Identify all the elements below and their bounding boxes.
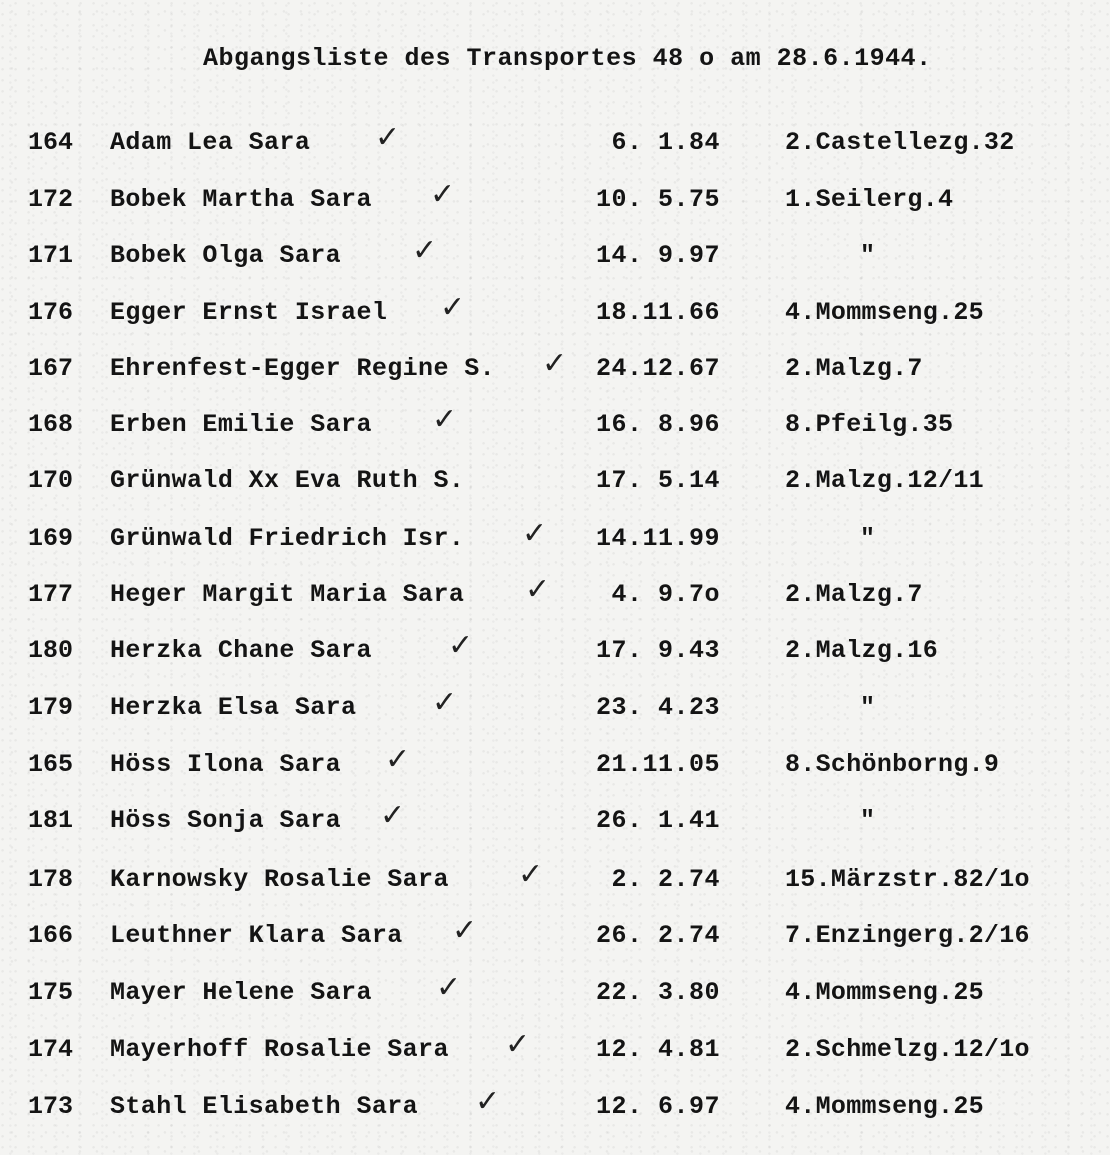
list-row: [0, 970, 1110, 1018]
person-name: Stahl Elisabeth Sara: [110, 1092, 419, 1121]
checkmark-icon: ✓: [385, 742, 411, 777]
person-name: Bobek Olga Sara: [110, 241, 342, 270]
list-row: [0, 402, 1110, 450]
birth-date: 17. 9.43: [595, 636, 720, 665]
address: 4.Mommseng.25: [785, 298, 984, 327]
row-number: 169: [28, 524, 74, 553]
address: 1.Seilerg.4: [785, 185, 954, 214]
person-name: Egger Ernst Israel: [110, 298, 388, 327]
person-name: Mayerhoff Rosalie Sara: [110, 1035, 449, 1064]
birth-date: 10. 5.75: [595, 185, 720, 214]
document-title: Abgangsliste des Transportes 48 o am 28.6.1944.: [203, 44, 932, 73]
birth-date: 12. 4.81: [595, 1035, 720, 1064]
row-number: 172: [28, 185, 74, 214]
address: 2.Malzg.7: [785, 354, 923, 383]
row-number: 173: [28, 1092, 74, 1121]
address: 8.Schönborng.9: [785, 750, 1000, 779]
checkmark-icon: ✓: [380, 798, 406, 833]
birth-date: 26. 1.41: [595, 806, 720, 835]
person-name: Höss Ilona Sara: [110, 750, 342, 779]
checkmark-icon: ✓: [448, 628, 474, 663]
birth-date: 16. 8.96: [595, 410, 720, 439]
list-row: [0, 466, 1110, 506]
list-row: [0, 742, 1110, 790]
person-name: Bobek Martha Sara: [110, 185, 372, 214]
row-number: 168: [28, 410, 74, 439]
birth-date: 17. 5.14: [595, 466, 720, 495]
person-name: Erben Emilie Sara: [110, 410, 372, 439]
birth-date: 22. 3.80: [595, 978, 720, 1007]
checkmark-icon: ✓: [432, 685, 458, 720]
checkmark-icon: ✓: [440, 290, 466, 325]
ditto-mark: ": [860, 806, 876, 835]
checkmark-icon: ✓: [475, 1084, 501, 1119]
address: 2.Malzg.12/11: [785, 466, 984, 495]
birth-date: 14.11.99: [595, 524, 720, 553]
checkmark-icon: ✓: [505, 1027, 531, 1062]
row-number: 167: [28, 354, 74, 383]
address: 2.Malzg.16: [785, 636, 939, 665]
list-row: [0, 857, 1110, 905]
row-number: 175: [28, 978, 74, 1007]
checkmark-icon: ✓: [522, 516, 548, 551]
row-number: 164: [28, 128, 74, 157]
person-name: Höss Sonja Sara: [110, 806, 342, 835]
checkmark-icon: ✓: [430, 177, 456, 212]
row-number: 170: [28, 466, 74, 495]
list-row: [0, 685, 1110, 733]
ditto-mark: ": [860, 241, 876, 270]
person-name: Adam Lea Sara: [110, 128, 311, 157]
list-row: [0, 798, 1110, 846]
checkmark-icon: ✓: [432, 402, 458, 437]
row-number: 178: [28, 865, 74, 894]
list-row: [0, 290, 1110, 338]
address: 2.Schmelzg.12/1o: [785, 1035, 1030, 1064]
row-number: 181: [28, 806, 74, 835]
birth-date: 12. 6.97: [595, 1092, 720, 1121]
checkmark-icon: ✓: [412, 233, 438, 268]
ditto-mark: ": [860, 693, 876, 722]
birth-date: 24.12.67: [595, 354, 720, 383]
checkmark-icon: ✓: [436, 970, 462, 1005]
list-row: [0, 1027, 1110, 1075]
address: 4.Mommseng.25: [785, 978, 984, 1007]
row-number: 166: [28, 921, 74, 950]
address: 15.Märzstr.82/1o: [785, 865, 1030, 894]
address: 2.Castellezg.32: [785, 128, 1015, 157]
list-row: [0, 913, 1110, 961]
person-name: Heger Margit Maria Sara: [110, 580, 465, 609]
person-name: Karnowsky Rosalie Sara: [110, 865, 449, 894]
birth-date: 26. 2.74: [595, 921, 720, 950]
birth-date: 23. 4.23: [595, 693, 720, 722]
person-name: Grünwald Friedrich Isr.: [110, 524, 465, 553]
birth-date: 6. 1.84: [611, 128, 720, 157]
list-row: [0, 233, 1110, 281]
list-row: [0, 572, 1110, 620]
person-name: Grünwald Xx Eva Ruth S.: [110, 466, 465, 495]
birth-date: 4. 9.7o: [611, 580, 720, 609]
address: 4.Mommseng.25: [785, 1092, 984, 1121]
checkmark-icon: ✓: [518, 857, 544, 892]
ditto-mark: ": [860, 524, 876, 553]
person-name: Herzka Chane Sara: [110, 636, 372, 665]
person-name: Mayer Helene Sara: [110, 978, 372, 1007]
checkmark-icon: ✓: [542, 346, 568, 381]
list-row: [0, 516, 1110, 564]
birth-date: 14. 9.97: [595, 241, 720, 270]
row-number: 174: [28, 1035, 74, 1064]
checkmark-icon: ✓: [452, 913, 478, 948]
birth-date: 2. 2.74: [611, 865, 720, 894]
list-row: [0, 628, 1110, 676]
person-name: Leuthner Klara Sara: [110, 921, 403, 950]
birth-date: 18.11.66: [595, 298, 720, 327]
row-number: 171: [28, 241, 74, 270]
person-name: Herzka Elsa Sara: [110, 693, 357, 722]
list-row: [0, 346, 1110, 394]
address: 7.Enzingerg.2/16: [785, 921, 1030, 950]
checkmark-icon: ✓: [375, 120, 401, 155]
address: 8.Pfeilg.35: [785, 410, 954, 439]
checkmark-icon: ✓: [525, 572, 551, 607]
row-number: 165: [28, 750, 74, 779]
address: 2.Malzg.7: [785, 580, 923, 609]
list-row: [0, 1084, 1110, 1132]
birth-date: 21.11.05: [595, 750, 720, 779]
row-number: 179: [28, 693, 74, 722]
row-number: 177: [28, 580, 74, 609]
list-row: [0, 120, 1110, 168]
row-number: 176: [28, 298, 74, 327]
row-number: 180: [28, 636, 74, 665]
list-row: [0, 177, 1110, 225]
person-name: Ehrenfest-Egger Regine S.: [110, 354, 496, 383]
